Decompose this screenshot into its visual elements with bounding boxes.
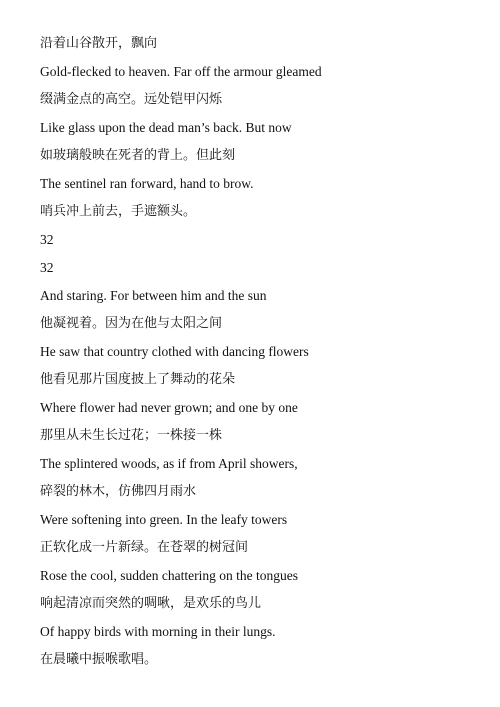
poem-line-en: Like glass upon the dead man’s back. But now [40, 120, 292, 135]
poem-line-zh: 哨兵冲上前去，手遮额头。 [40, 204, 197, 219]
poem-line-zh: 正软化成一片新绿。在苍翠的树冠间 [40, 540, 249, 555]
poem-line-en: Of happy birds with morning in their lungs. [40, 624, 276, 639]
poem-line-en: The sentinel ran forward, hand to brow. [40, 176, 254, 191]
poem-line-zh: 那里从未生长过花；一株接一株 [40, 428, 223, 443]
poem-line-en: Were softening into green. In the leafy towers [40, 512, 288, 527]
poem-line-zh: 他凝视着。因为在他与太阳之间 [40, 316, 223, 331]
poem-line-zh: 如玻璃般映在死者的背上。但此刻 [40, 148, 236, 163]
poem-line-zh: 他看见那片国度披上了舞动的花朵 [40, 372, 236, 387]
poem-line-en: Gold-flecked to heaven. Far off the armour gleamed [40, 64, 322, 79]
poem-line-en: The splintered woods, as if from April showers, [40, 456, 298, 471]
poem-line-zh: 碎裂的林木，仿佛四月雨水 [40, 484, 197, 499]
poem-line-en: Rose the cool, sudden chattering on the tongues [40, 568, 298, 583]
poem-line-zh: 缀满金点的高空。远处铠甲闪烁 [40, 92, 223, 107]
page-number: 32 [40, 260, 54, 275]
poem-line-en: Where flower had never grown; and one by one [40, 400, 298, 415]
poem-line-zh: 响起清凉而突然的啁啾，是欢乐的鸟儿 [40, 596, 262, 611]
poem-line-zh: 在晨曦中振喉歌唱。 [40, 652, 158, 667]
poem-line-en: And staring. For between him and the sun [40, 288, 267, 303]
poem-line-zh: 沿着山谷散开，飘向 [40, 36, 158, 51]
page-number: 32 [40, 232, 54, 247]
poem-line-en: He saw that country clothed with dancing flowers [40, 344, 309, 359]
